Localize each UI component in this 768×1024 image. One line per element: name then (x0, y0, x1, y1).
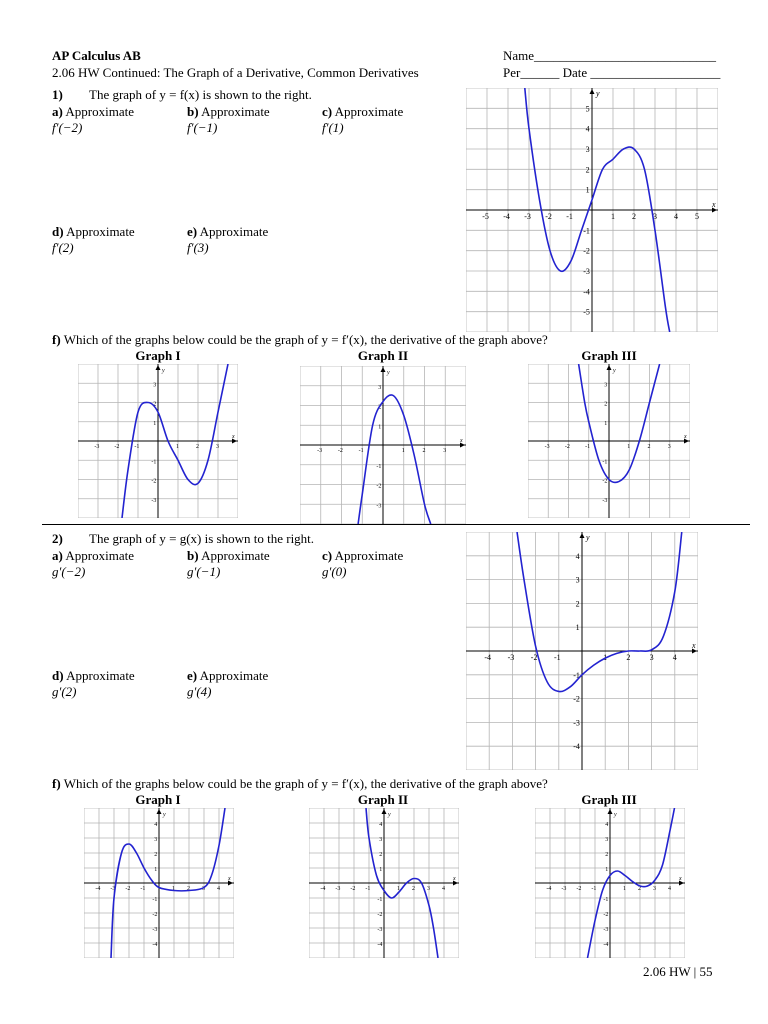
problem-1-intro: The graph of y = f(x) is shown to the right. (89, 87, 312, 102)
x-tick-label: -4 (503, 212, 510, 221)
p2-graph-i (84, 808, 234, 958)
y-axis-label: y (162, 368, 165, 374)
part-letter: f) (52, 776, 61, 791)
x-tick-label: -3 (524, 212, 531, 221)
x-axis-label: x (692, 641, 696, 650)
y-tick-label: -1 (376, 463, 382, 470)
x-tick-label: -2 (564, 444, 570, 450)
y-axis-arrow (382, 809, 387, 814)
x-tick-label: -2 (545, 212, 552, 221)
y-axis-label: y (613, 368, 616, 374)
y-tick-label: 4 (379, 822, 383, 828)
x-tick-label: 3 (667, 444, 671, 450)
y-tick-label: 2 (154, 852, 158, 858)
part-label: Approximate (65, 104, 134, 119)
p2-part-a (52, 548, 134, 580)
problem-2-intro: The graph of y = g(x) is shown to the right. (89, 531, 315, 546)
y-tick-label: -2 (152, 912, 158, 918)
y-tick-label: 4 (605, 822, 609, 828)
section-divider (42, 524, 750, 525)
y-tick-label: 1 (585, 185, 590, 195)
p2-part-e (187, 668, 268, 700)
p1-graph-iii-title: Graph III (581, 348, 637, 363)
x-tick-label: 1 (176, 444, 179, 450)
y-axis-arrow (607, 365, 612, 370)
y-tick-label: 3 (379, 837, 383, 843)
x-tick-label: -4 (320, 886, 326, 892)
x-tick-label: 2 (632, 212, 636, 221)
x-tick-label: 1 (623, 886, 626, 892)
x-tick-label: 2 (626, 653, 631, 662)
part-label: Approximate (199, 668, 269, 683)
x-tick-label: 2 (647, 444, 651, 450)
x-tick-label: -2 (114, 444, 120, 450)
y-tick-label: -1 (603, 897, 609, 903)
per-date-field[interactable]: Per______ Date ____________________ (503, 65, 721, 80)
y-tick-label: 5 (585, 104, 590, 114)
x-tick-label: -3 (561, 886, 567, 892)
x-tick-label: -4 (546, 886, 552, 892)
part-label: Approximate (199, 224, 269, 239)
y-tick-label: -3 (377, 927, 383, 933)
y-tick-label: -2 (573, 694, 580, 704)
p1-part-b (187, 104, 270, 136)
x-tick-label: 1 (611, 212, 615, 221)
y-tick-label: 3 (604, 382, 608, 389)
p2-graph-iii-title: Graph III (581, 792, 637, 807)
x-tick-label: -1 (566, 212, 573, 221)
part-label: Approximate (66, 224, 135, 239)
y-tick-label: -4 (603, 942, 609, 948)
part-letter: a) (52, 548, 63, 563)
p1-main-graph (466, 88, 718, 332)
x-axis-label: x (712, 200, 716, 209)
part-label: Approximate (334, 104, 404, 119)
part-label: Approximate (201, 548, 270, 563)
name-field[interactable]: Name____________________________ (503, 48, 717, 63)
part-label: Approximate (66, 668, 135, 683)
y-axis-arrow (157, 809, 162, 814)
part-letter: d) (52, 224, 64, 239)
part-letter: c) (322, 548, 333, 563)
part-letter: b) (187, 548, 199, 563)
function-curve (579, 364, 660, 482)
x-tick-label: 3 (427, 886, 430, 892)
part-expr: g′(0) (322, 564, 347, 579)
part-expr: g′(−1) (187, 564, 221, 579)
p2-part-b (187, 548, 270, 580)
part-expr: g′(−2) (52, 564, 86, 579)
y-tick-label: 2 (585, 165, 590, 175)
y-tick-label: -4 (573, 742, 580, 752)
p1-part-e (187, 224, 268, 256)
y-axis-label: y (388, 812, 391, 818)
y-tick-label: -3 (376, 503, 382, 510)
p1-question-f (52, 332, 548, 348)
p1-graph-ii-title: Graph II (357, 348, 409, 363)
y-tick-label: -3 (583, 267, 590, 276)
y-tick-label: -5 (583, 307, 590, 317)
y-tick-label: 1 (154, 867, 158, 873)
p1-part-d (52, 224, 135, 256)
y-tick-label: -1 (377, 897, 383, 903)
p2-graph-ii (309, 808, 459, 958)
y-tick-label: -2 (151, 478, 157, 485)
p2-part-c (322, 548, 403, 580)
y-tick-label: 2 (379, 852, 383, 858)
x-tick-label: 2 (187, 886, 190, 892)
part-letter: d) (52, 668, 64, 683)
x-tick-label: 2 (196, 444, 199, 450)
part-label: Approximate (201, 104, 270, 119)
y-tick-label: 4 (154, 822, 158, 828)
y-tick-label: 4 (575, 551, 580, 561)
x-tick-label: -1 (358, 448, 364, 454)
x-tick-label: 1 (603, 653, 608, 662)
y-tick-label: 2 (575, 599, 580, 609)
x-tick-label: -3 (544, 444, 550, 450)
x-tick-label: -2 (576, 886, 582, 892)
x-tick-label: -2 (337, 448, 343, 454)
y-tick-label: 1 (379, 867, 383, 873)
x-tick-label: -2 (125, 886, 131, 892)
part-expr: g′(2) (52, 684, 77, 699)
x-tick-label: -2 (530, 653, 538, 662)
x-tick-label: 2 (638, 886, 641, 892)
y-tick-label: -4 (152, 942, 158, 948)
x-tick-label: -3 (507, 653, 515, 662)
x-tick-label: -3 (335, 886, 341, 892)
p1-part-c (322, 104, 403, 136)
p1-graph-ii (300, 366, 466, 524)
p1-graph-i (78, 364, 238, 518)
x-tick-label: 4 (672, 653, 677, 662)
x-tick-label: -1 (554, 653, 561, 662)
y-axis-arrow (590, 89, 595, 94)
y-tick-label: -1 (573, 670, 580, 680)
part-expr: f′(−1) (187, 120, 218, 135)
p2-graph-i-title: Graph I (135, 792, 181, 807)
y-tick-label: -2 (376, 483, 382, 490)
x-tick-label: 4 (668, 886, 671, 892)
course-title: AP Calculus AB (52, 48, 141, 63)
y-tick-label: 3 (585, 145, 590, 154)
p2-graph-ii-title: Graph II (357, 792, 409, 807)
part-letter: e) (187, 668, 198, 683)
x-tick-label: -4 (484, 653, 492, 662)
part-letter: a) (52, 104, 63, 119)
x-tick-label: 4 (217, 886, 220, 892)
y-axis-arrow (156, 365, 161, 370)
y-tick-label: -1 (152, 897, 158, 903)
x-tick-label: 3 (202, 886, 205, 892)
y-tick-label: 1 (605, 867, 609, 873)
part-expr: f′(−2) (52, 120, 83, 135)
p2-main-graph (466, 532, 698, 770)
y-axis-label: y (586, 533, 590, 542)
x-tick-label: 1 (397, 886, 400, 892)
question-text: Which of the graphs below could be the graph of y = f′(x), the derivative of the graph above? (63, 332, 548, 347)
part-expr: f′(3) (187, 240, 209, 255)
y-axis-arrow (608, 809, 613, 814)
x-tick-label: 1 (627, 444, 631, 450)
x-tick-label: 3 (216, 444, 219, 450)
page-footer: 2.06 HW | 55 (643, 964, 713, 979)
x-tick-label: -1 (591, 886, 597, 892)
x-tick-label: -1 (134, 444, 140, 450)
problem-1-number: 1) (52, 87, 63, 102)
y-tick-label: 2 (605, 852, 609, 858)
y-tick-label: -3 (602, 497, 608, 504)
y-axis-label: y (596, 89, 600, 98)
part-letter: b) (187, 104, 199, 119)
part-letter: f) (52, 332, 61, 347)
y-tick-label: -2 (583, 246, 590, 256)
y-tick-label: 2 (378, 404, 382, 411)
y-tick-label: -4 (583, 287, 590, 297)
x-tick-label: -1 (365, 886, 371, 892)
y-tick-label: 3 (153, 382, 157, 389)
x-axis-label: x (679, 876, 682, 882)
y-tick-label: -1 (602, 459, 608, 466)
p2-graph-iii (535, 808, 685, 958)
y-tick-label: -3 (603, 927, 609, 933)
x-tick-label: 2 (412, 886, 415, 892)
part-expr: f′(1) (322, 120, 344, 135)
y-tick-label: -3 (152, 927, 158, 933)
part-letter: e) (187, 224, 198, 239)
x-tick-label: -4 (95, 886, 101, 892)
x-tick-label: 3 (653, 886, 656, 892)
y-axis-label: y (387, 370, 390, 376)
y-tick-label: 4 (585, 124, 590, 134)
p1-graph-i-title: Graph I (135, 348, 181, 363)
problem-2-number: 2) (52, 531, 63, 546)
y-tick-label: -3 (151, 497, 157, 504)
p2-question-f (52, 776, 548, 792)
y-axis-arrow (381, 367, 386, 372)
y-axis-arrow (580, 533, 585, 538)
p1-part-a (52, 104, 134, 136)
x-axis-label: x (453, 876, 456, 882)
x-tick-label: 3 (649, 653, 654, 662)
y-tick-label: 3 (378, 384, 382, 391)
y-tick-label: -1 (583, 226, 590, 236)
x-tick-label: -1 (140, 886, 146, 892)
y-tick-label: 1 (153, 420, 157, 427)
part-expr: f′(2) (52, 240, 74, 255)
y-tick-label: -3 (573, 718, 580, 728)
question-text: Which of the graphs below could be the graph of y = f′(x), the derivative of the graph above? (63, 776, 548, 791)
x-axis-label: x (232, 434, 235, 440)
part-label: Approximate (65, 548, 134, 563)
x-axis-label: x (460, 438, 463, 444)
p1-graph-iii (528, 364, 690, 518)
p2-part-d (52, 668, 135, 700)
part-expr: g′(4) (187, 684, 212, 699)
y-tick-label: 2 (604, 401, 608, 408)
y-tick-label: 2 (153, 401, 157, 408)
x-tick-label: -1 (585, 444, 591, 450)
assignment-subtitle: 2.06 HW Continued: The Graph of a Derivative, Common Derivatives (52, 65, 419, 80)
x-tick-label: -3 (94, 444, 100, 450)
y-tick-label: -2 (377, 912, 383, 918)
y-tick-label: 3 (575, 575, 580, 585)
x-tick-label: -3 (317, 448, 323, 454)
y-axis-label: y (163, 812, 166, 818)
x-axis-label: x (228, 876, 231, 882)
y-axis-label: y (614, 812, 617, 818)
x-tick-label: 1 (172, 886, 175, 892)
x-tick-label: 3 (443, 448, 447, 454)
x-tick-label: 1 (401, 448, 405, 454)
y-tick-label: 1 (604, 420, 608, 427)
x-tick-label: 2 (422, 448, 426, 454)
y-tick-label: 3 (605, 837, 609, 843)
x-tick-label: -5 (482, 212, 489, 221)
y-tick-label: -1 (151, 459, 157, 466)
x-tick-label: -3 (110, 886, 116, 892)
x-axis-label: x (684, 434, 687, 440)
x-tick-label: 5 (695, 212, 699, 221)
y-tick-label: -2 (602, 478, 608, 485)
y-tick-label: 1 (575, 623, 580, 633)
y-tick-label: 3 (154, 837, 158, 843)
x-tick-label: 4 (674, 212, 678, 221)
x-tick-label: 3 (653, 212, 657, 221)
x-tick-label: -2 (350, 886, 356, 892)
part-letter: c) (322, 104, 333, 119)
y-tick-label: -2 (603, 912, 609, 918)
x-tick-label: 4 (442, 886, 445, 892)
y-tick-label: -4 (377, 942, 383, 948)
y-tick-label: 1 (378, 424, 382, 431)
part-label: Approximate (334, 548, 404, 563)
